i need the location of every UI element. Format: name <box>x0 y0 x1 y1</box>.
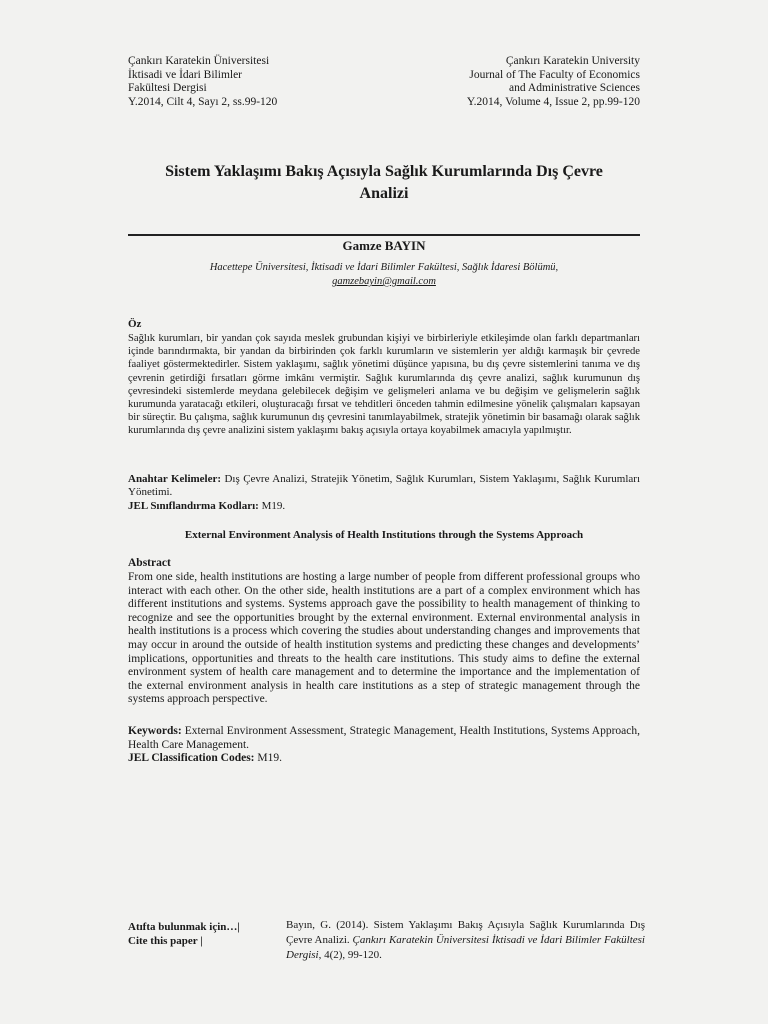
keywords-tr-text: Dış Çevre Analizi, Stratejik Yönetim, Sağlık Kurumları, Sistem Yaklaşımı, Sağlık Kurumları Yönetimi. <box>128 473 640 498</box>
title-divider <box>128 234 640 236</box>
header-left-line: Y.2014, Cilt 4, Sayı 2, ss.99-120 <box>128 95 278 108</box>
paper-title-line1: Sistem Yaklaşımı Bakış Açısıyla Sağlık Kurumlarında Dış Çevre <box>165 163 603 180</box>
jel-tr <box>128 500 640 513</box>
citation-text <box>286 918 645 963</box>
keywords-tr-label: Anahtar Kelimeler: <box>128 473 222 485</box>
oz-heading: Öz <box>128 318 142 330</box>
keywords-en-text: External Environment Assessment, Strategic Management, Health Institutions, Systems Approach, Health Care Management. <box>128 725 640 751</box>
author-email-line <box>128 276 640 287</box>
author-name: Gamze BAYIN <box>342 238 426 253</box>
abstract-heading: Abstract <box>128 557 171 569</box>
keywords-en <box>128 725 640 752</box>
keywords-en-label: Keywords: <box>128 725 182 737</box>
jel-tr-label: JEL Sınıflandırma Kodları: <box>128 500 259 512</box>
header-left-line: Fakültesi Dergisi <box>128 82 207 95</box>
citation-label <box>128 920 240 948</box>
header-right-line: Çankırı Karatekin University <box>505 55 640 67</box>
jel-en <box>128 752 282 764</box>
paper-title <box>128 161 640 205</box>
jel-en-text: M19. <box>254 752 282 764</box>
header-left-line: Çankırı Karatekin Üniversitesi <box>128 55 270 67</box>
citation-journal: Çankırı Karatekin Üniversitesi İktisadi ve İdari Bilimler Fakültesi Dergisi <box>286 934 645 961</box>
abstract-body: From one side, health institutions are hosting a large number of people from different professional groups who interact with each other. On the other side, health institutions are a part of a complex environment which has different institutions and systems. Systems approach gave the possibility to health management of thinking to recognize and see the opportunities brought by the external environment. External environmental analysis in health institutions is a process which covering the studies about understanding changes and improvements that may occur in around the outside of health institution systems and predicting these changes and developments’ implications, opportunities and threats to the health care institutions. This study aims to define the external environment system of health care management and to determine the importance and the implementation of the external environment analysis in health care institutions as a step of strategic management through the systems approach perspective. <box>128 571 640 706</box>
author-email-link[interactable]: gamzebayin@gmail.com <box>332 276 436 287</box>
citation-text-plain: Bayın, G. (2014). Sistem Yaklaşımı Bakış Açısıyla Sağlık Kurumlarında Dış Çevre Analizi. <box>286 919 645 946</box>
header-right-line: Y.2014, Volume 4, Issue 2, pp.99-120 <box>466 95 640 108</box>
jel-tr-text: M19. <box>258 500 286 512</box>
citation-label-tr: Atıfta bulunmak için…| <box>128 921 240 933</box>
header-right-line: Journal of The Faculty of Economics <box>469 68 640 81</box>
citation-tail: , 4(2), 99-120. <box>318 949 382 961</box>
author-affiliation: Hacettepe Üniversitesi, İktisadi ve İdari Bilimler Fakültesi, Sağlık İdaresi Bölümü, <box>209 262 559 273</box>
english-title: External Environment Analysis of Health Institutions through the Systems Approach <box>184 529 584 541</box>
header-left-line: İktisadi ve İdari Bilimler <box>128 68 243 81</box>
header-right <box>467 55 640 109</box>
paper-title-line2: Analizi <box>359 185 409 202</box>
jel-en-label: JEL Classification Codes: <box>128 752 255 764</box>
header-right-line: and Administrative Sciences <box>509 82 640 95</box>
header-left <box>128 55 277 109</box>
oz-body: Sağlık kurumları, bir yandan çok sayıda meslek grubundan kişiyi ve birbirleriyle etkileşimde olan farklı departmanları içinde barındırmakta, bir yandan da birbirinden çok farklı kurumların ve sistemlerin yer aldığı karmaşık bir çevrede faaliyet göstermektedirler. Sistem yaklaşımı, sağlık yönetimi düşünce yapısına, bu dış çevre sistemlerini tanıma ve dış çevrenin getirdiği fırsatları görme imkânı vermiştir. Sağlık kurumlarında dış çevre analizi, sağlık kurumunun dış çevresindeki sistemlerde meydana gelebilecek değişim ve gelişmeleri anlama ve bu değişim ve gelişmelerin sağlık kurumunda yaratacağı etkileri, oluşturacağı fırsat ve tehditleri önceden tahmin edilmesine yönelik çalışmaları kapsayan bir süreçtir. Bu çalışma, sağlık kurumunun dış çevresini tanımlayabilmek, stratejik yönetimin bir basamağı olarak sağlık kurumlarında dış çevre analizini sistem yaklaşımı bakış açısıyla ortaya koyabilmek amacıyla yapılmıştır. <box>128 333 640 437</box>
citation-label-en: Cite this paper | <box>128 935 203 947</box>
keywords-tr <box>128 473 640 499</box>
